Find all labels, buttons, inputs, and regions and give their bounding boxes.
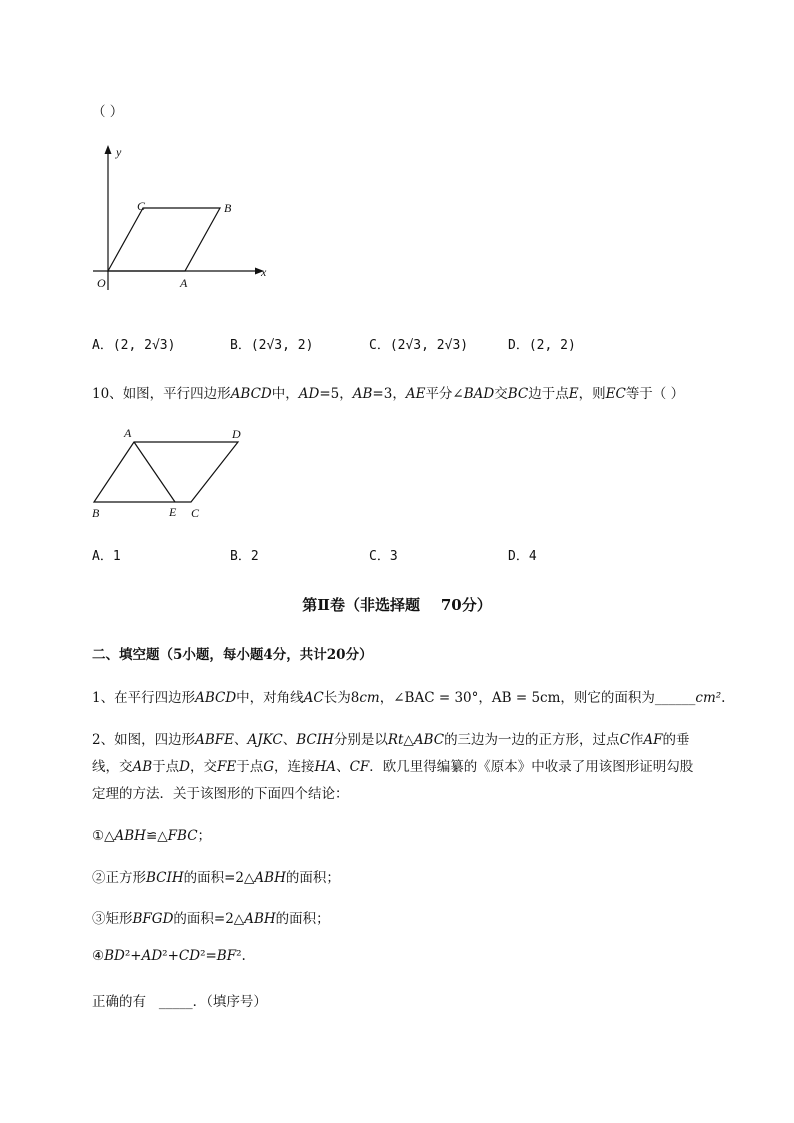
q9-b-label: B — [224, 201, 232, 215]
q10-text: 边于点 — [528, 386, 569, 402]
fill1-ab-length: AB = 5cm — [491, 690, 561, 706]
fill2-var-bd: BD — [104, 948, 125, 964]
fill2-text: ². — [236, 948, 246, 964]
q10-a-label: A — [124, 426, 132, 440]
fill2-text: 于点 — [152, 759, 180, 775]
fill2-var-cd: CD — [178, 948, 201, 964]
fill2-text: 、 — [234, 732, 248, 748]
q10-text: 交 — [494, 386, 508, 402]
part2-title: 第Ⅱ卷（非选择题 70分） — [302, 596, 492, 614]
q9-x-label: x — [261, 265, 267, 279]
q9-c-label: C — [137, 199, 146, 213]
fill2-text: ²= — [200, 948, 217, 964]
fill2-var-abfe: ABFE — [195, 732, 234, 748]
fill2-text: ； — [197, 828, 212, 844]
q10-option-b-letter: B． — [230, 549, 251, 564]
fill1-unit-cm: cm — [359, 690, 380, 706]
q10-var-bc: BC — [507, 386, 529, 402]
fill2-var-abh: ABH — [114, 828, 146, 844]
fill1-text: 1、在平行四边形 — [92, 690, 196, 706]
fill2-text: ④ — [92, 948, 105, 964]
fill2-var-abh: ABH — [254, 870, 286, 886]
q10-var-ab: AB — [352, 386, 373, 402]
q9-option-a-value: (2, 2√3) — [112, 338, 176, 353]
q10-var-bad: BAD — [463, 386, 495, 402]
q10-var-ec: EC — [605, 386, 626, 402]
q10-option-d[interactable] — [508, 545, 537, 564]
fill2-text: 的面积=2△ — [183, 870, 255, 886]
fill1-unit-cm2: cm² — [695, 690, 722, 706]
q9-option-b-letter: B． — [230, 338, 251, 353]
q10-stem — [92, 382, 684, 402]
fill2-var-g: G — [263, 759, 275, 775]
q10-text: 中， — [271, 386, 299, 402]
fill2-text: ．欧几里得编纂的《原本》中收录了用该图形证明勾股 — [369, 759, 694, 775]
q9-y-label: y — [116, 145, 122, 159]
fill2-text: ²+ — [162, 948, 179, 964]
fill2-var-ha: HA — [314, 759, 337, 775]
fill1-var-abcd: ABCD — [195, 690, 237, 706]
q9-option-c[interactable] — [369, 334, 468, 353]
fill1-text: 中，对角线 — [236, 690, 304, 706]
q9-option-a-letter: A． — [92, 338, 113, 353]
fill2-var-bfgd: BFGD — [132, 911, 174, 927]
fill2-text: 分别是以 — [333, 732, 388, 748]
q10-text: 如图，平行四边形 — [122, 386, 231, 402]
q10-d-label: D — [232, 427, 241, 441]
q10-text: 等于（ ） — [625, 386, 685, 402]
q10-option-c[interactable] — [369, 545, 398, 564]
fill2-conclusion-1 — [92, 824, 211, 844]
fill2-text: ③矩形 — [92, 911, 133, 927]
q9-option-c-value: (2√3, 2√3) — [389, 338, 469, 353]
fill2-line1 — [92, 728, 690, 748]
fill2-text: 的面积=2△ — [173, 911, 245, 927]
fill2-text: 作 — [629, 732, 644, 748]
q10-var-ad: AD — [298, 386, 320, 402]
q9-option-d[interactable] — [508, 334, 576, 353]
fill2-text: 的三边为一边的正方形，过点 — [444, 732, 620, 748]
fill2-triangle-symbol: △ — [403, 732, 414, 748]
fill2-var-ad: AD — [141, 948, 163, 964]
q10-var-abcd: ABCD — [230, 386, 272, 402]
q10-var-e: E — [568, 386, 579, 402]
q9-figure — [88, 140, 278, 300]
section2-title: 二、填空题（5小题，每小题4分，共计20分） — [92, 647, 373, 663]
q10-option-a[interactable] — [92, 545, 121, 564]
q9-parallelogram — [108, 208, 220, 271]
q10-c-label: C — [191, 506, 200, 520]
fill1-value-8: 8 — [350, 690, 360, 706]
fill1-text: . — [721, 690, 726, 706]
fill2-text: 2、如图，四边形 — [92, 732, 196, 748]
fill2-text: ，交 — [190, 759, 217, 775]
q9-a-label: A — [180, 276, 188, 290]
fill2-text: 、 — [336, 759, 350, 775]
q10-text: 平分∠ — [425, 386, 464, 402]
q10-option-a-letter: A． — [92, 549, 113, 564]
fill2-var-ab: AB — [132, 759, 153, 775]
q10-option-c-value: 3 — [389, 549, 398, 564]
fill2-var-d: D — [179, 759, 190, 775]
fill1-stem — [92, 686, 725, 706]
q10-option-d-value: 4 — [528, 549, 537, 564]
q10-option-a-value: 1 — [112, 549, 121, 564]
fill2-conclusion-2 — [92, 866, 340, 886]
fill2-text: 、 — [282, 732, 297, 748]
fill2-var-fbc: FBC — [167, 828, 198, 844]
q9-option-d-value: (2, 2) — [528, 338, 576, 353]
fill2-conclusion-4 — [92, 948, 246, 964]
fill2-var-abc: ABC — [413, 732, 445, 748]
q9-option-d-letter: D． — [508, 338, 529, 353]
fill1-text: 长为 — [323, 690, 351, 706]
fill1-blank: ，则它的面积为______ — [560, 690, 696, 706]
fill2-var-ajkc: AJKC — [247, 732, 283, 748]
q10-text: =5， — [319, 386, 353, 402]
fill2-text: 的面积； — [275, 911, 330, 927]
q10-text: =3， — [372, 386, 406, 402]
fill1-angle: ，∠BAC = 30°， — [379, 690, 492, 706]
q10-parallelogram — [94, 442, 238, 502]
fill2-var-bf: BF — [216, 948, 237, 964]
fill2-text: ，连接 — [274, 759, 315, 775]
fill2-text: 的垂 — [662, 732, 690, 748]
q10-option-d-letter: D． — [508, 549, 529, 564]
fill2-line3: 定理的方法．关于该图形的下面四个结论： — [92, 786, 349, 802]
fill2-text: ②正方形 — [92, 870, 146, 886]
q9-answer-paren: （ ） — [92, 104, 124, 120]
fill2-text: ²+ — [124, 948, 142, 964]
q9-y-arrow — [105, 145, 112, 154]
fill2-var-bcih: BCIH — [296, 732, 334, 748]
fill2-rt: Rt — [387, 732, 404, 748]
q10-option-b-value: 2 — [250, 549, 259, 564]
q9-option-b[interactable] — [230, 334, 313, 353]
fill2-var-cf: CF — [349, 759, 370, 775]
q10-figure — [86, 422, 256, 522]
fill2-var-c: C — [619, 732, 630, 748]
fill2-var-bcih: BCIH — [146, 870, 184, 886]
q9-option-b-value: (2√3, 2) — [250, 338, 314, 353]
q9-option-a[interactable] — [92, 334, 175, 353]
q10-option-c-letter: C． — [369, 549, 390, 564]
fill2-answer-line: 正确的有 _____．（填序号） — [92, 994, 267, 1010]
fill2-line2 — [92, 755, 693, 775]
fill2-text: ①△ — [92, 828, 115, 844]
q10-segment-ae — [134, 442, 175, 502]
q10-b-label: B — [92, 506, 100, 520]
q10-text: ，则 — [578, 386, 606, 402]
fill2-conclusion-3 — [92, 907, 330, 927]
q10-number: 10、 — [92, 386, 123, 402]
q10-e-label: E — [169, 505, 177, 519]
fill2-text: ≌△ — [145, 828, 168, 844]
fill2-text: 于点 — [236, 759, 264, 775]
fill2-var-fe: FE — [217, 759, 237, 775]
fill2-var-af: AF — [643, 732, 663, 748]
fill1-var-ac: AC — [303, 690, 324, 706]
q9-option-c-letter: C． — [369, 338, 390, 353]
q10-var-ae: AE — [405, 386, 426, 402]
fill2-var-abh: ABH — [244, 911, 276, 927]
fill2-text: 线，交 — [92, 759, 133, 775]
q10-option-b[interactable] — [230, 545, 259, 564]
q9-o-label: O — [97, 276, 106, 290]
fill2-text: 的面积； — [285, 870, 340, 886]
